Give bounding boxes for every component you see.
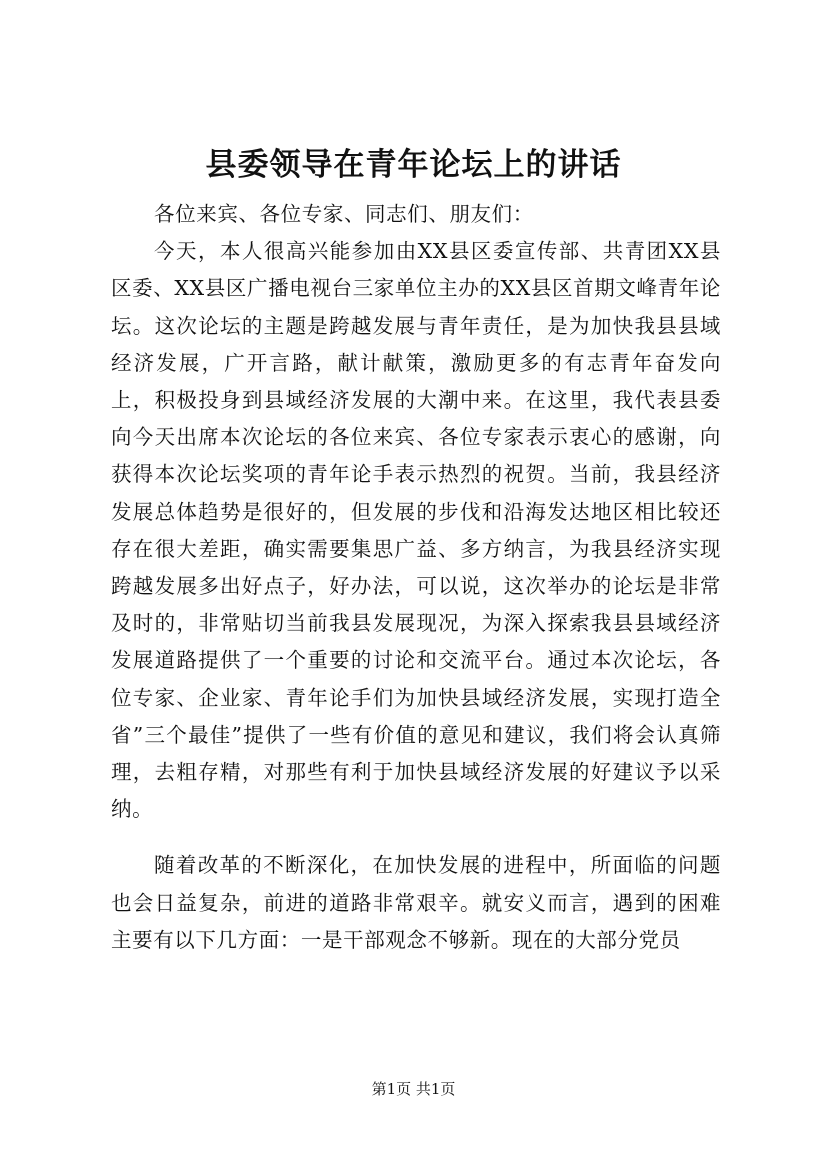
salutation: 各位来宾、各位专家、同志们、朋友们： bbox=[154, 202, 534, 226]
paragraph-2: 随着改革的不断深化，在加快发展的进程中，所面临的问题也会日益复杂，前进的道路非常艰辛。就安义而言，遇到的困难主要有以下几方面：一是干部观念不够新。现在的大部分党员 bbox=[111, 853, 721, 952]
document-body bbox=[111, 196, 721, 959]
document-title: 县委领导在青年论坛上的讲话 bbox=[205, 147, 622, 183]
paragraph-1: 今天，本人很高兴能参加由XX县区委宣传部、共青团XX县区委、XX县区广播电视台三家单位主办的XX县区首期文峰青年论坛。这次论坛的主题是跨越发展与青年责任，是为加快我县县域经济发展，广开言路，献计献策，激励更多的有志青年奋发向上，积极投身到县域经济发展的大潮中来。在这里，我代表县委向今天出席本次论坛的各位来宾、各位专家表示衷心的感谢，向获得本次论坛奖项的青年论手表示热烈的祝贺。当前，我县经济发展总体趋势是很好的，但发展的步伐和沿海发达地区相比较还存在很大差距，确实需要集思广益、多方纳言，为我县经济实现跨越发展多出好点子，好办法，可以说，这次举办的论坛是非常及时的，非常贴切当前我县发展现况，为深入探索我县县域经济发展道路提供了一个重要的讨论和交流平台。通过本次论坛，各位专家、企业家、青年论手们为加快县域经济发展，实现打造全省”三个最佳”提供了一些有价值的意见和建议，我们将会认真筛理，去粗存精，对那些有利于加快县域经济发展的好建议予以采纳。 bbox=[111, 239, 721, 822]
page-number: 第1页 共1页 bbox=[371, 1080, 456, 1098]
